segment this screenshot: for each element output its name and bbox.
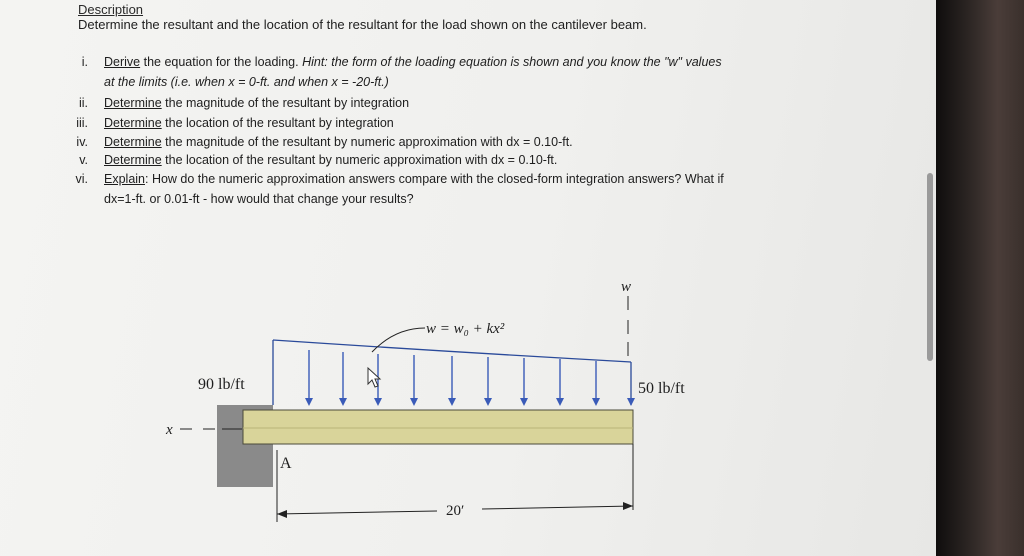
question-2-text: the magnitude of the resultant by integration <box>161 96 410 110</box>
load-arrow <box>484 357 492 406</box>
problem-statement: Determine the resultant and the location of the resultant for the load shown on the cantilever beam. <box>78 17 647 32</box>
load-arrow <box>339 352 347 406</box>
question-5-keyword: Determine <box>104 153 162 167</box>
question-3-keyword: Determine <box>104 116 162 130</box>
question-1-number: i. <box>81 55 88 69</box>
scrollbar[interactable] <box>927 173 933 361</box>
support-label: A <box>280 455 292 472</box>
question-6-text: : How do the numeric approximation answers compare with the closed-form integration answers? What if <box>145 172 724 186</box>
load-arrow <box>592 361 600 406</box>
w-axis-label: w <box>621 279 632 295</box>
question-2-keyword: Determine <box>104 96 162 110</box>
question-2-number: ii. <box>78 96 88 110</box>
question-3-text: the location of the resultant by integration <box>161 116 394 130</box>
question-4-keyword: Determine <box>104 135 162 149</box>
question-6-keyword: Explain <box>104 172 145 186</box>
load-arrows <box>305 350 635 406</box>
load-arrow <box>556 359 564 406</box>
question-3-number: iii. <box>76 116 88 130</box>
question-1-text: the equation for the loading. <box>140 55 303 69</box>
question-1-hint: Hint: the form of the loading equation is shown and you know the "w" values <box>302 55 722 69</box>
load-equation: w = w₀ + kx² <box>426 321 505 337</box>
dimension-arrow-right <box>623 502 633 510</box>
question-6-text-continued: dx=1-ft. or 0.01-ft - how would that change your results? <box>104 192 414 206</box>
load-arrow <box>305 350 313 406</box>
dimension-line-right <box>482 506 633 509</box>
dimension-arrow-left <box>277 510 287 518</box>
left-load-label: 90 lb/ft <box>198 376 245 393</box>
load-arrow <box>410 355 418 406</box>
question-5-number: v. <box>79 153 88 167</box>
right-load-label: 50 lb/ft <box>638 380 685 397</box>
dimension-line-left <box>277 511 437 514</box>
description-heading: Description <box>78 2 144 17</box>
question-4-text: the magnitude of the resultant by numeric approximation with dx = 0.10-ft. <box>161 135 573 149</box>
question-4-number: iv. <box>76 135 88 149</box>
length-label: 20′ <box>446 503 465 519</box>
load-arrow <box>520 358 528 406</box>
load-arrow <box>627 398 635 406</box>
question-5-text: the location of the resultant by numeric approximation with dx = 0.10-ft. <box>161 153 558 167</box>
monitor-bezel <box>936 0 1024 556</box>
x-axis-label: x <box>166 422 173 438</box>
load-arrow <box>448 356 456 406</box>
question-6-number: vi. <box>75 172 88 186</box>
beam <box>243 410 633 444</box>
question-1-keyword: Derive <box>104 55 141 69</box>
question-1-hint-continued: at the limits (i.e. when x = 0-ft. and when x = -20-ft.) <box>104 75 389 89</box>
